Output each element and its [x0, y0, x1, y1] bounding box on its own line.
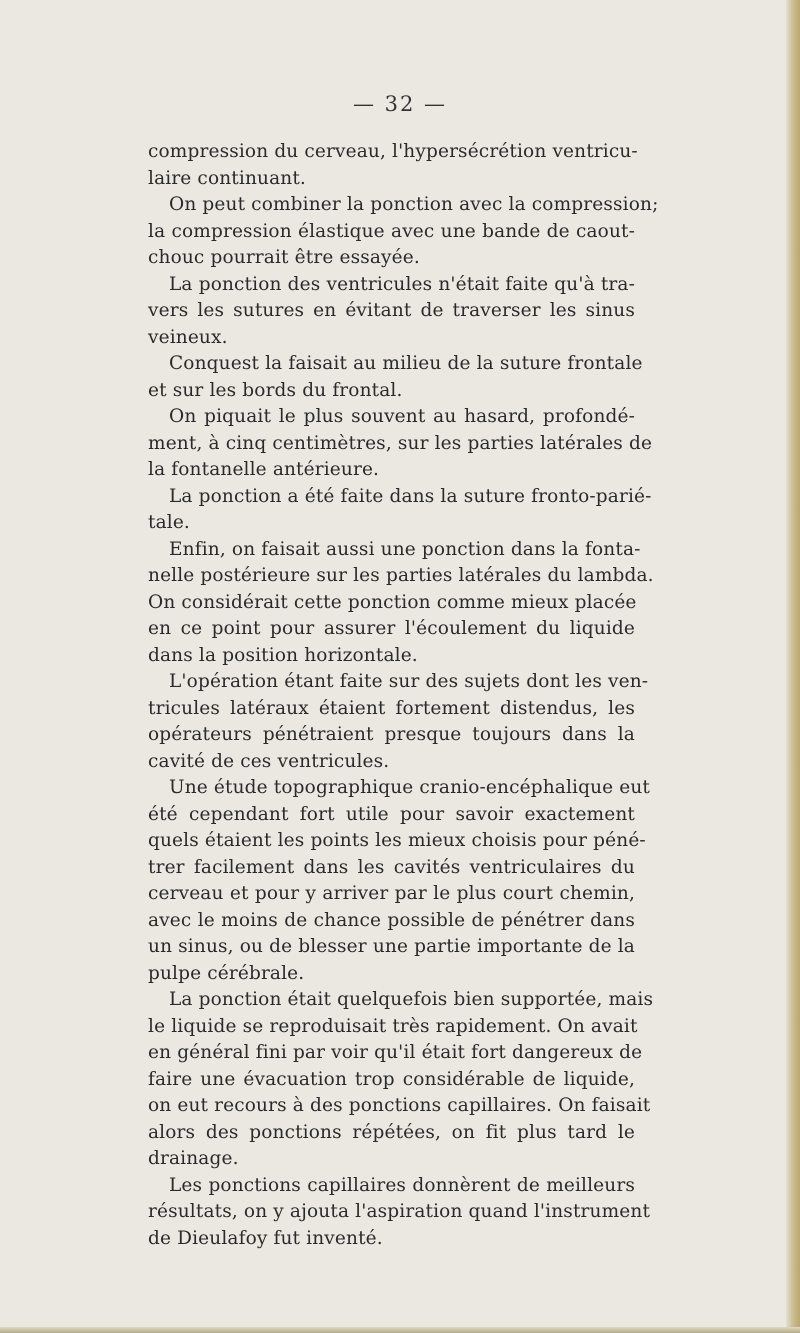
page-bottom-edge [0, 1327, 800, 1333]
text-line: la compression élastique avec une bande de caout- [148, 220, 635, 242]
text-line: pulpe cérébrale. [148, 962, 305, 984]
text-line: Une étude topographique cranio-encéphalique eut [169, 777, 651, 798]
text-line: de Dieulafoy fut inventé. [148, 1227, 383, 1249]
text-line: nelle postérieure sur les parties latérales du lambda. [148, 565, 654, 586]
text-line: compression du cerveau, l'hypersécrétion ventricu- [148, 141, 638, 162]
text-line: On piquait le plus souvent au hasard, profondé- [169, 406, 635, 427]
text-line: un sinus, ou de blesser une partie importante de la [148, 936, 635, 957]
text-line: la fontanelle antérieure. [148, 459, 380, 480]
text-line: vers les sutures en évitant de traverser les sinus [148, 300, 635, 321]
text-line: La ponction a été faite dans la suture fronto-parié- [169, 485, 652, 507]
text-line: laire continuant. [148, 167, 306, 189]
text-line: L'opération étant faite sur des sujets dont les ven- [169, 671, 649, 692]
text-line: veineux. [148, 326, 228, 348]
text-line: cavité de ces ventricules. [148, 750, 390, 772]
text-line: dans la position horizontale. [148, 644, 418, 666]
text-line: en général fini par voir qu'il était fort dangereux de [148, 1042, 643, 1063]
page-number: — 32 — [352, 92, 448, 116]
text-line: ment, à cinq centimètres, sur les parties latérales de [148, 432, 653, 454]
text-line: drainage. [148, 1148, 239, 1169]
text-line: quels étaient les points les mieux choisis pour péné- [148, 830, 646, 851]
text-line: On considérait cette ponction comme mieux placée [148, 591, 637, 613]
text-line: La ponction était quelquefois bien supportée, mais [169, 989, 654, 1010]
text-line: et sur les bords du frontal. [148, 379, 403, 401]
text-line: opérateurs pénétraient presque toujours dans la [148, 724, 635, 745]
text-line: faire une évacuation trop considérable de liquide, [148, 1068, 635, 1090]
text-line: Enfin, on faisait aussi une ponction dans la fonta- [169, 538, 641, 560]
text-line: été cependant fort utile pour savoir exactement [148, 803, 635, 825]
text-line: le liquide se reproduisait très rapidement. On avait [148, 1015, 638, 1037]
body-text [148, 139, 659, 1252]
text-line: Conquest la faisait au milieu de la suture frontale [169, 353, 643, 374]
text-line: en ce point pour assurer l'écoulement du liquide [148, 618, 635, 639]
text-line: tricules latéraux étaient fortement distendus, les [148, 697, 635, 719]
text-line: tale. [148, 512, 190, 533]
text-line: chouc pourrait être essayée. [148, 247, 420, 268]
page-edge [786, 0, 800, 1333]
text-line: alors des ponctions répétées, on fit plus tard le [148, 1121, 635, 1143]
text-line: On peut combiner la ponction avec la compression; [169, 194, 659, 215]
text-line: on eut recours à des ponctions capillaires. On faisait [148, 1095, 651, 1116]
text-line: cerveau et pour y arriver par le plus court chemin, [148, 883, 635, 904]
text-line: La ponction des ventricules n'était faite qu'à tra- [169, 273, 635, 295]
text-line: Les ponctions capillaires donnèrent de meilleurs [169, 1174, 635, 1196]
text-line: avec le moins de chance possible de pénétrer dans [148, 909, 635, 931]
text-line: résultats, on y ajouta l'aspiration quand l'instrument [148, 1201, 651, 1222]
text-line: trer facilement dans les cavités ventriculaires du [148, 856, 635, 878]
